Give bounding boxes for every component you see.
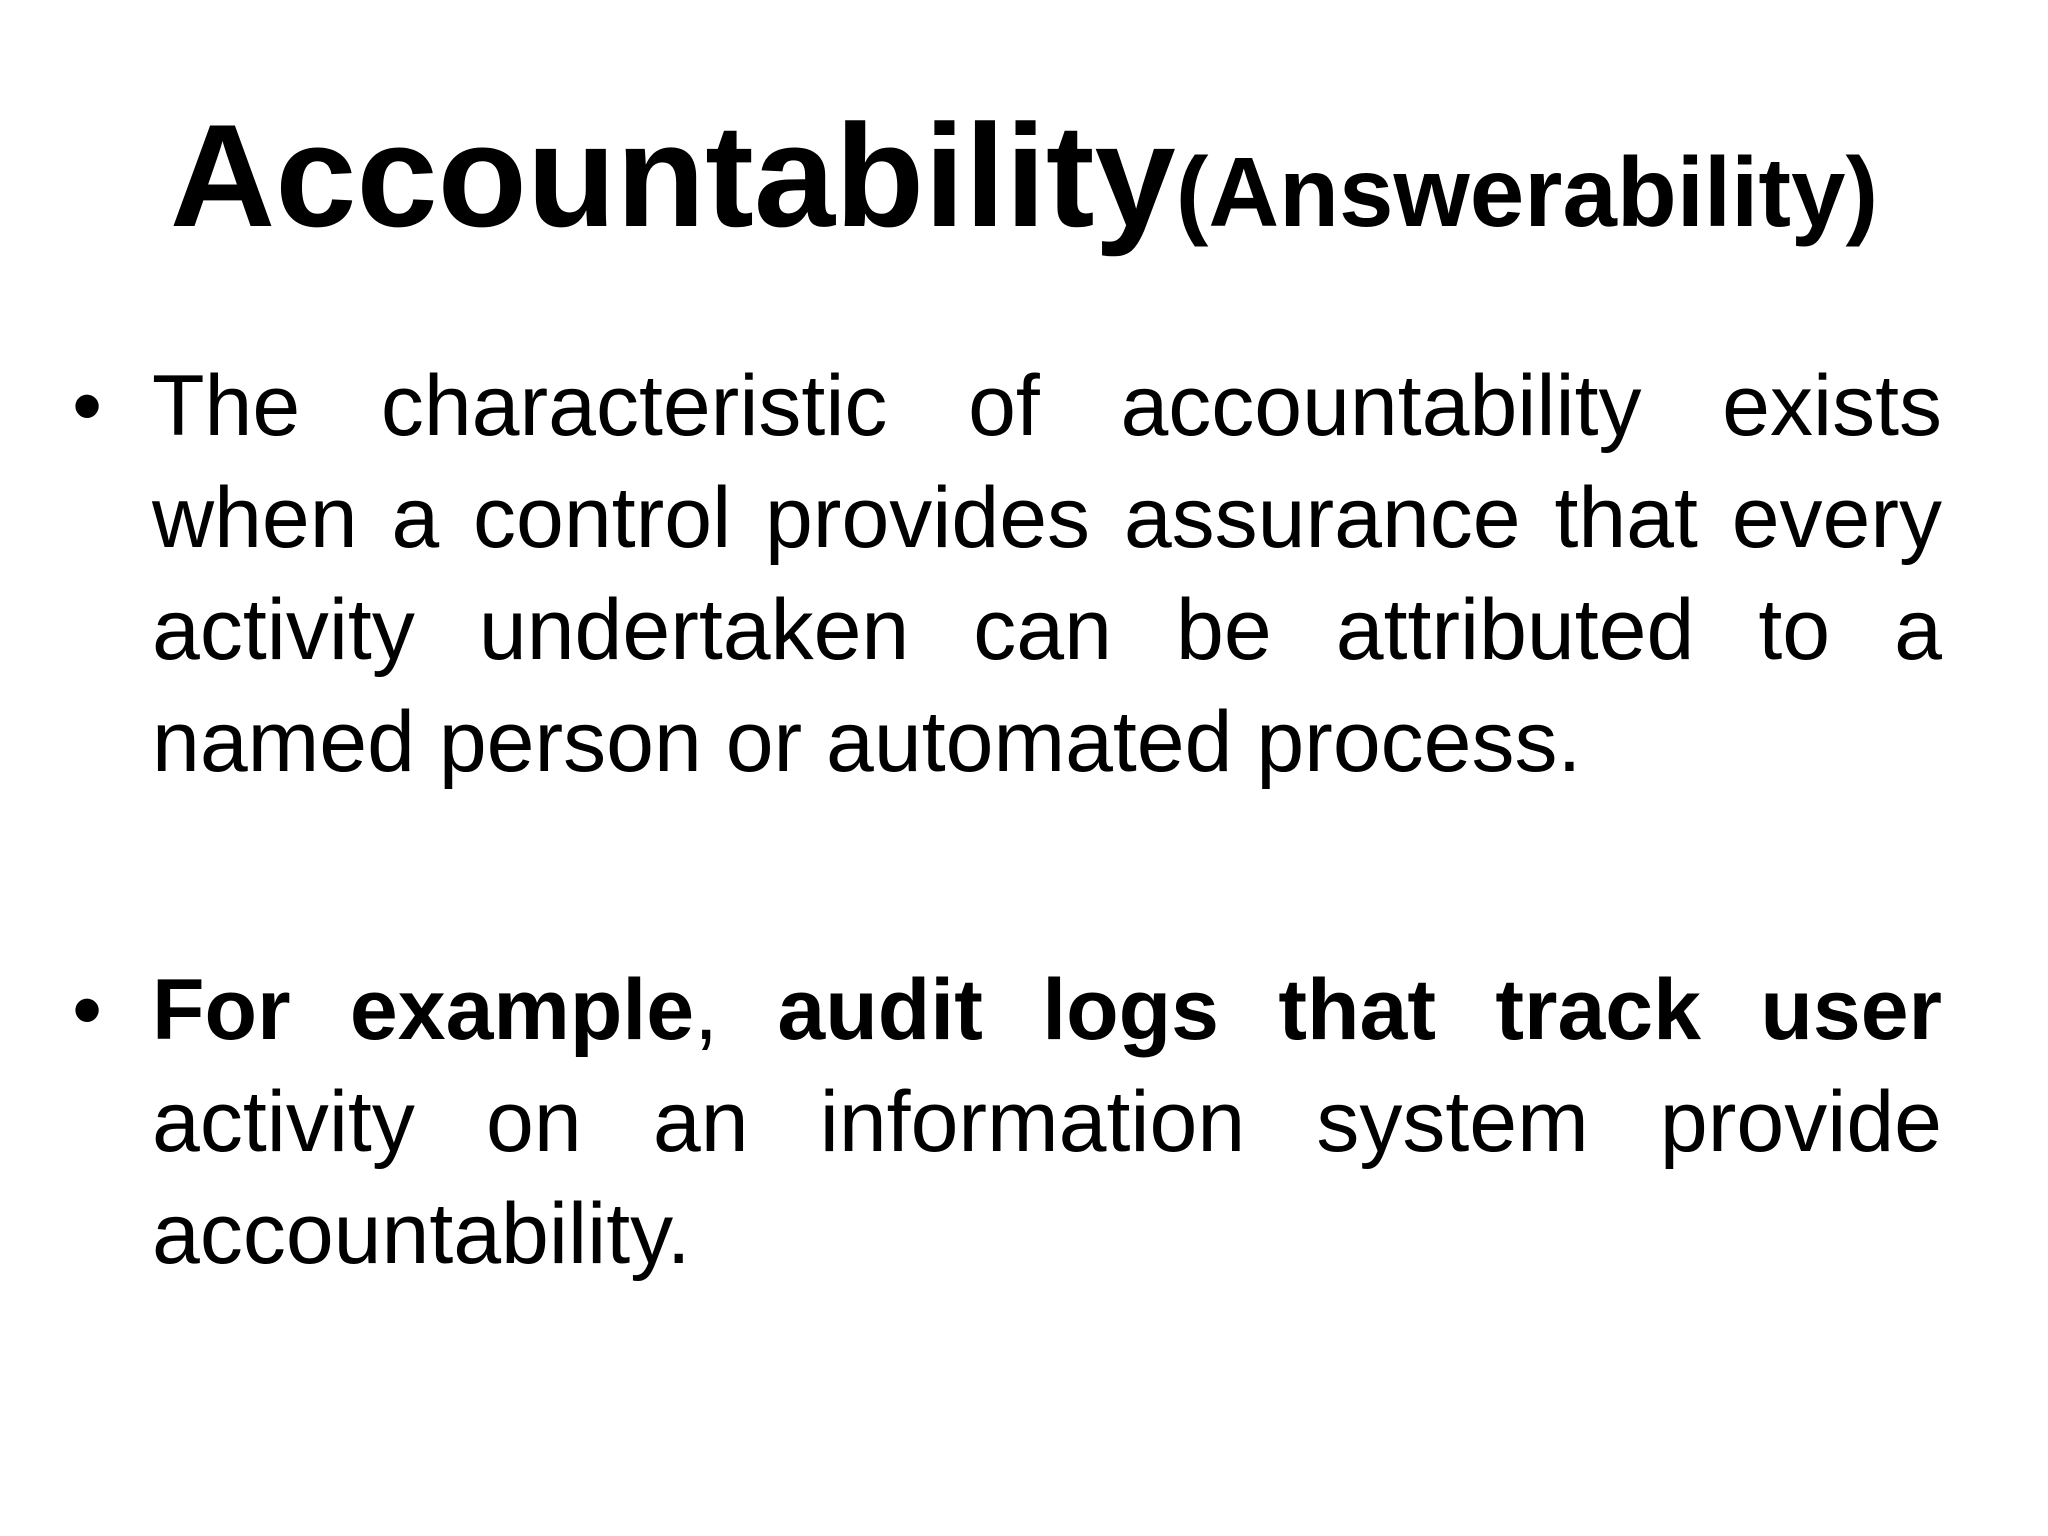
title-main: Accountability xyxy=(169,94,1176,257)
title-subtitle: (Answerability) xyxy=(1175,137,1879,247)
bullet-text: activity on an information system provide accountability. xyxy=(152,1074,1942,1282)
bullet-bold-phrase: audit logs that track user xyxy=(777,962,1943,1058)
bullet-separator: , xyxy=(694,962,778,1058)
bullet-item-accountability-definition xyxy=(72,350,1942,798)
slide-title xyxy=(0,92,2048,260)
bullet-icon: • xyxy=(72,358,103,454)
bullet-text: The characteristic of accountability exists when a control provides assurance that every activity undertaken can be attributed to a named person or automated process. xyxy=(152,358,1942,790)
bullet-item-example xyxy=(72,954,1942,1290)
bullet-list xyxy=(72,350,1942,1290)
bullet-icon: • xyxy=(72,962,103,1058)
bullet-bold-lead: For example xyxy=(152,962,695,1058)
